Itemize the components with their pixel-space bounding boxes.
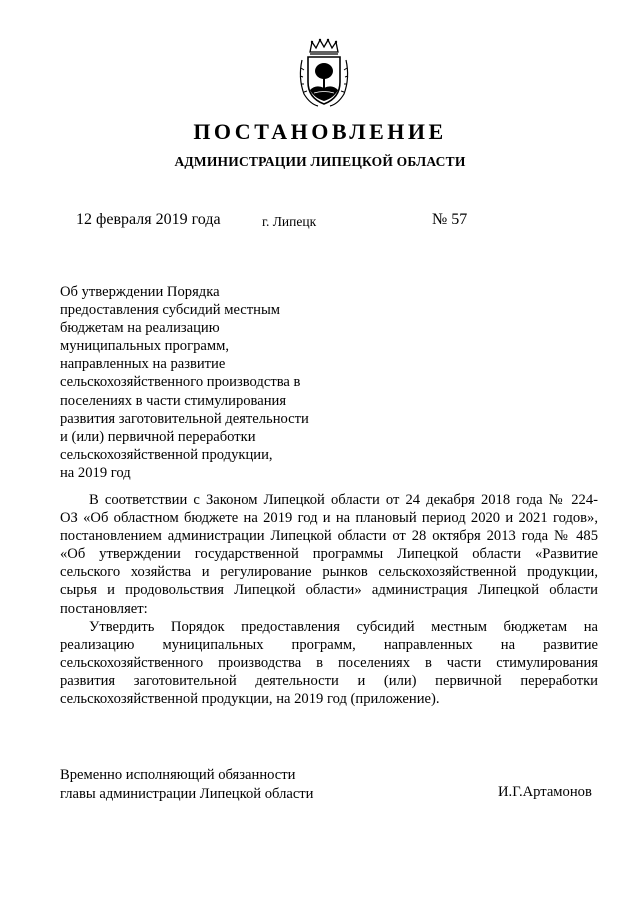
subject-line: муниципальных программ, [60, 338, 229, 355]
document-date: 12 февраля 2019 года [76, 211, 221, 228]
subject-line: бюджетам на реализацию [60, 320, 220, 337]
body-line: сельского хозяйства и регулирование рынков сельскохозяйственной продукции, [60, 564, 598, 581]
body-line: сельскохозяйственной продукции, на 2019 год (приложение). [60, 691, 440, 708]
signatory-position-line: Временно исполняющий обязанности [60, 767, 296, 783]
signatory-position [60, 766, 314, 803]
subject-line: поселениях в части стимулирования [60, 392, 287, 409]
body-line: сельскохозяйственного производства в поселениях в части стимулирования [60, 654, 598, 671]
body-line: реализацию муниципальных программ, направленных на развитие [60, 636, 598, 653]
subject-line: на 2019 год [60, 464, 131, 481]
body-line: развития заготовительной деятельности и (или) первичной переработки [60, 672, 598, 689]
signatory-name: И.Г.Артамонов [498, 784, 592, 800]
body-line: ОЗ «Об областном бюджете на 2019 год и на плановый период 2020 и 2021 годов», [60, 510, 598, 527]
subject-line: сельскохозяйственной продукции, [60, 446, 273, 463]
document-number: № 57 [432, 211, 468, 228]
document-subject [60, 283, 350, 482]
subject-line: предоставления субсидий местным [60, 302, 281, 319]
lipetsk-region-coat-of-arms-icon [296, 38, 352, 110]
body-line: Утвердить Порядок предоставления субсидий местным бюджетам на [89, 618, 598, 635]
subject-line: Об утверждении Порядка [60, 284, 220, 300]
body-line: сырья и продовольствия Липецкой области» администрация Липецкой области [60, 582, 598, 599]
subject-line: сельскохозяйственного производства в [60, 374, 301, 391]
document-body [60, 491, 598, 708]
body-line: постановляет: [60, 600, 148, 617]
subject-line: и (или) первичной переработки [60, 428, 256, 445]
signatory-position-line: главы администрации Липецкой области [60, 785, 314, 802]
body-line: постановлением администрации Липецкой области от 28 октября 2013 года № 485 [60, 528, 598, 545]
body-line: В соответствии с Законом Липецкой области от 24 декабря 2018 года № 224- [89, 492, 598, 508]
body-line: «Об утверждении государственной программы Липецкой области «Развитие [60, 546, 598, 563]
subject-line: направленных на развитие [60, 356, 226, 373]
document-title: ПОСТАНОВЛЕНИЕ [193, 119, 447, 144]
document-city: г. Липецк [262, 214, 317, 229]
subject-line: развития заготовительной деятельности [60, 410, 309, 427]
issuing-authority: АДМИНИСТРАЦИИ ЛИПЕЦКОЙ ОБЛАСТИ [174, 154, 466, 169]
